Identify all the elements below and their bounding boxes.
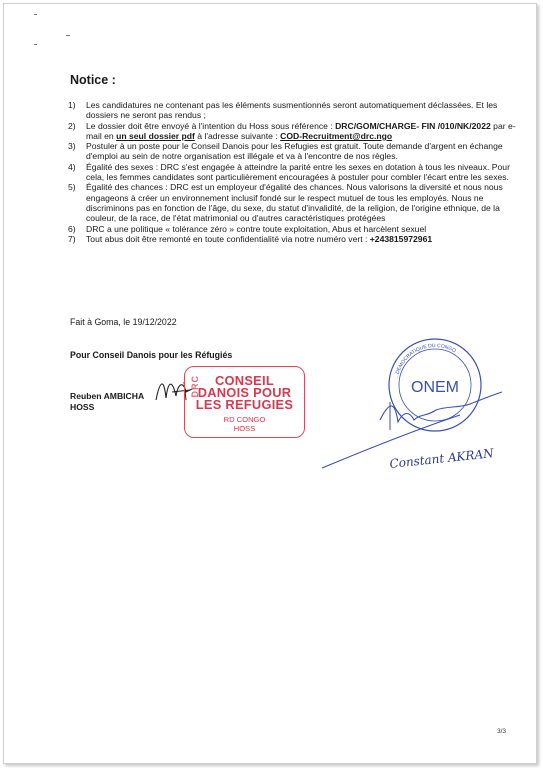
stamp-center-text: ONEM [411,379,459,396]
stamp-line-4: RD CONGO [223,415,266,424]
notice-item-fragment: par e-mail en [86,120,516,141]
notice-item-number: 3) [68,141,76,152]
notice-item-text [86,224,518,234]
scan-speck [34,14,37,15]
notice-item-text [86,121,518,142]
notice-item-fragment[interactable]: COD-Recruitment@drc.ngo [280,130,393,141]
stamp-line-1: CONSEIL [215,373,274,388]
notice-item-fragment: Le dossier doit être envoyé à l'intention du Hoss sous référence : [86,120,336,131]
stamp-line-2: DANOIS POUR [197,385,292,400]
page-number: 3/3 [497,728,507,735]
notice-item-number: 1) [68,100,76,110]
notice-item-number: 7) [68,233,76,244]
date-line: Fait à Goma, le 19/12/2022 [70,317,177,327]
notice-item-number: 4) [68,161,76,172]
notice-item-fragment: Les candidatures ne contenant pas les éléments susmentionnés seront automatiquement déclassées. Et les dossiers ne seront pas rendus ; [86,100,498,121]
signer-name: Reuben AMBICHA [70,391,145,401]
stamp-handwriting: Constant AKRAN [388,446,495,471]
notice-item-fragment: Égalité des sexes : DRC s'est engagée à atteindre la parité entre les sexes en dotation à tous les niveaux. Pour cela, les femmes candidates sont particulièrement encouragées à postuler pour combler l'écart entre les sexes. [86,161,510,183]
notice-item-number: 2) [68,120,76,131]
notice-item-text [86,182,518,223]
notice-item-fragment: Égalité des chances : DRC est un employeur d'égalité des chances. Nous valorisons la diversité et nous nous engageons à créer un environnement inclusif fondé sur le respect mutuel de tous les employés. Nous ne discriminons pas en fonction de l'âge, du sexe, du statut d'invalidité, de la religion, de l'origine ethnique, de la couleur, de la race, de l'état matrimonial ou d'autres caractéristiques protégées [86,182,503,224]
stamp-vertical-drc: DRC [190,375,200,398]
notice-item-fragment: Tout abus doit être remonté en toute confidentialité via notre numéro vert : [86,233,370,244]
notice-item-number: 5) [68,182,76,193]
notice-item-fragment: +243815972961 [369,233,433,244]
notice-list [68,100,518,244]
stamp-arc-text: …DEMOCRATIQUE DU CONGO [393,342,457,380]
org-line: Pour Conseil Danois pour les Réfugiés [70,350,233,360]
stamp-line-5: HOSS [233,424,256,433]
notice-item-fragment: un seul dossier pdf [116,130,195,141]
notice-item-text [86,100,518,121]
notice-item-fragment: DRC/GOM/CHARGE- FIN /010/NK/2022 [335,120,491,131]
notice-item-fragment: Postuler à un poste pour le Conseil Danois pour les Refugies est gratuit. Toute demande d'argent en échange d'emploi au sein de notre organisation est illégale et va à l'encontre de nos règles. [86,141,503,162]
signer-block [70,391,144,413]
notice-item [68,100,518,121]
notice-item [68,234,518,244]
notice-item [68,182,518,223]
scan-speck [34,44,37,45]
notice-title: Notice : [70,73,116,87]
notice-item [68,162,518,183]
notice-item-text [86,234,518,244]
notice-item [68,121,518,142]
stamp-line-3: LES REFUGIES [195,397,294,412]
notice-item [68,141,518,162]
notice-item-fragment: DRC a une politique « tolérance zéro » contre toute exploitation, Abus et harcèlent sexuel [86,223,427,234]
notice-item-text [86,162,518,183]
drc-stamp [184,366,305,438]
signer-title: HOSS [70,402,95,412]
notice-item [68,224,518,234]
notice-item-text [86,141,518,162]
notice-item-fragment: à l'adresse suivante : [194,130,281,141]
scan-speck [66,35,70,36]
notice-item-number: 6) [68,223,76,234]
onem-stamp [320,330,520,475]
